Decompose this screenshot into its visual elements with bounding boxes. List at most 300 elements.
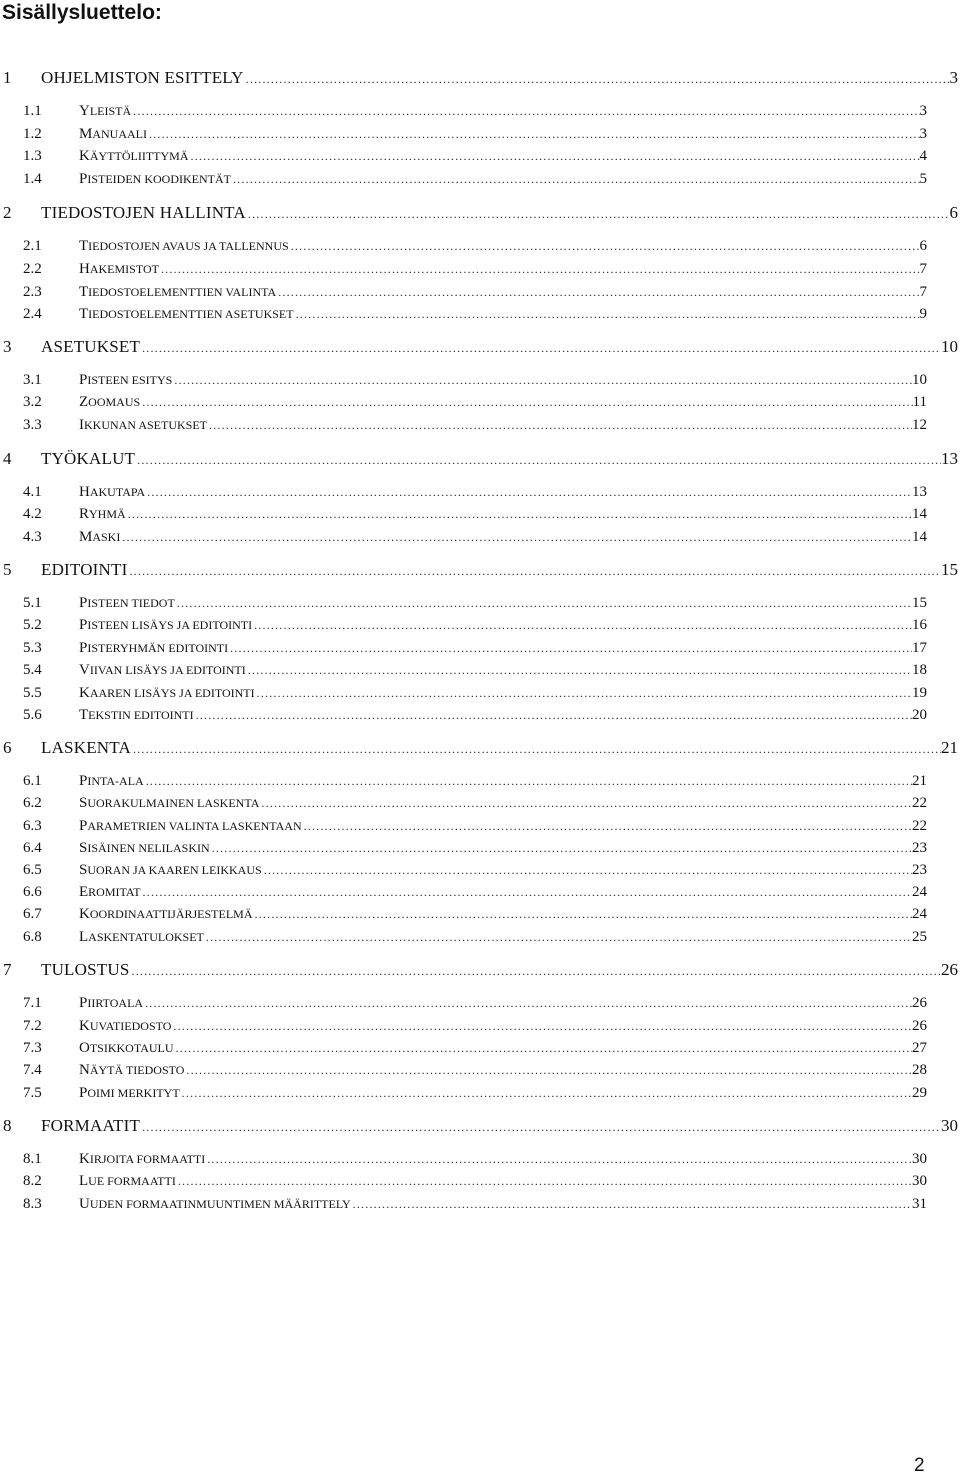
toc-entry-body bbox=[79, 481, 927, 503]
toc-section-entry[interactable] bbox=[0, 1082, 960, 1104]
toc-entry-body bbox=[79, 303, 927, 325]
toc-section-entry[interactable] bbox=[0, 1170, 960, 1192]
toc-entry-page: 24 bbox=[912, 884, 927, 900]
toc-section-entry[interactable] bbox=[0, 123, 960, 145]
toc-label-rest: EKSTIN EDITOINTI bbox=[88, 708, 194, 722]
toc-entry-number: 6.7 bbox=[23, 906, 42, 922]
toc-leader-dots bbox=[174, 1037, 912, 1059]
toc-entry-label bbox=[79, 682, 255, 704]
toc-entry-number: 7.5 bbox=[23, 1085, 42, 1101]
toc-entry-number: 8.3 bbox=[23, 1196, 42, 1212]
toc-entry-body bbox=[79, 1170, 927, 1192]
toc-chapter-entry[interactable] bbox=[0, 959, 960, 981]
toc-entry-label: TIEDOSTOJEN HALLINTA bbox=[41, 203, 246, 222]
toc-entry-page: 30 bbox=[912, 1151, 927, 1167]
toc-label-rest: LEISTÄ bbox=[89, 104, 132, 118]
toc-entry-number: 3.3 bbox=[23, 417, 42, 433]
toc-entry-number: 8 bbox=[3, 1116, 12, 1135]
toc-label-rest: UORAN JA KAAREN LEIKKAUS bbox=[87, 863, 262, 877]
toc-label-initial: T bbox=[79, 238, 89, 254]
toc-leader-dots bbox=[171, 1015, 912, 1037]
toc-entry-label: TULOSTUS bbox=[41, 960, 130, 979]
toc-section-entry[interactable] bbox=[0, 815, 960, 837]
toc-label-initial: V bbox=[79, 662, 90, 678]
toc-section-entry[interactable] bbox=[0, 1015, 960, 1037]
toc-label-rest: ASKI bbox=[92, 530, 121, 544]
toc-label-initial: L bbox=[79, 1173, 89, 1189]
toc-section-entry[interactable] bbox=[0, 926, 960, 948]
toc-leader-dots bbox=[130, 960, 942, 982]
toc-entry-body bbox=[79, 235, 927, 257]
toc-entry-number: 7.1 bbox=[23, 995, 42, 1011]
toc-label-rest: AKEMISTOT bbox=[89, 262, 159, 276]
toc-leader-dots bbox=[205, 1148, 912, 1170]
toc-section-entry[interactable] bbox=[0, 100, 960, 122]
toc-entry-label bbox=[79, 1059, 184, 1081]
toc-label-initial: P bbox=[79, 818, 88, 834]
toc-section-entry[interactable] bbox=[0, 1059, 960, 1081]
toc-entry-number: 2.1 bbox=[23, 238, 42, 254]
toc-leader-dots bbox=[294, 303, 920, 325]
toc-entry-label bbox=[79, 1037, 174, 1059]
toc-entry-label bbox=[79, 815, 302, 837]
toc-entry-page: 13 bbox=[941, 449, 958, 468]
toc-entry-body bbox=[79, 1059, 927, 1081]
toc-label-initial: T bbox=[79, 306, 89, 322]
toc-label-rest: ÄYTTÖLIITTYMÄ bbox=[89, 149, 189, 163]
toc-entry-number: 6.4 bbox=[23, 840, 42, 856]
toc-entry-number: 6.6 bbox=[23, 884, 42, 900]
toc-entry-body bbox=[79, 123, 927, 145]
toc-entry-page: 14 bbox=[912, 506, 927, 522]
toc-entry-page: 26 bbox=[912, 995, 927, 1011]
toc-label-rest: OIMI MERKITYT bbox=[87, 1086, 180, 1100]
toc-section-entry[interactable] bbox=[0, 592, 960, 614]
toc-leader-dots bbox=[180, 1082, 912, 1104]
toc-label-initial: P bbox=[79, 595, 88, 611]
toc-leader-dots bbox=[228, 637, 912, 659]
toc-chapter-entry[interactable] bbox=[0, 559, 960, 581]
toc-entry-label bbox=[79, 881, 141, 903]
toc-entry-page: 30 bbox=[912, 1173, 927, 1189]
toc-entry-number: 5.4 bbox=[23, 662, 42, 678]
toc-section-entry[interactable] bbox=[0, 369, 960, 391]
toc-entry-number: 4.2 bbox=[23, 506, 42, 522]
toc-entry-body bbox=[79, 1193, 927, 1215]
toc-entry-number: 5.2 bbox=[23, 617, 42, 633]
toc-label-initial: S bbox=[79, 840, 88, 856]
toc-section-entry[interactable] bbox=[0, 145, 960, 167]
toc-entry-page: 3 bbox=[949, 68, 958, 87]
toc-entry-label bbox=[79, 903, 253, 925]
toc-section-entry[interactable] bbox=[0, 481, 960, 503]
toc-entry-page: 26 bbox=[941, 960, 958, 979]
toc-label-initial: L bbox=[79, 929, 89, 945]
toc-entry-label bbox=[79, 235, 289, 257]
toc-label-rest: ISTEEN TIEDOT bbox=[87, 596, 175, 610]
toc-entry-number: 3.2 bbox=[23, 394, 42, 410]
toc-entry-label bbox=[79, 100, 131, 122]
toc-label-rest: TSIKKOTAULU bbox=[89, 1041, 174, 1055]
toc-label-rest: INTA-ALA bbox=[87, 774, 144, 788]
toc-leader-dots bbox=[172, 369, 912, 391]
toc-chapter-entry[interactable] bbox=[0, 1115, 960, 1137]
toc-label-rest: ISTEEN ESITYS bbox=[87, 373, 173, 387]
toc-entry-number: 1.1 bbox=[23, 103, 42, 119]
toc-entry-label: OHJELMISTON ESITTELY bbox=[41, 68, 244, 87]
toc-section-entry[interactable] bbox=[0, 859, 960, 881]
toc-entry-number: 4.1 bbox=[23, 484, 42, 500]
toc-label-initial: M bbox=[79, 126, 93, 142]
toc-entry-page: 28 bbox=[912, 1062, 927, 1078]
toc-entry-page: 7 bbox=[919, 284, 927, 300]
toc-entry-number: 5.5 bbox=[23, 685, 42, 701]
toc-entry-body bbox=[79, 992, 927, 1014]
toc-entry-number: 1.2 bbox=[23, 126, 42, 142]
toc-entry-label bbox=[79, 592, 175, 614]
toc-section-entry[interactable] bbox=[0, 414, 960, 436]
toc-chapter-entry[interactable] bbox=[0, 448, 960, 470]
toc-entry-page: 3 bbox=[919, 126, 927, 142]
toc-section-entry[interactable] bbox=[0, 303, 960, 325]
toc-entry-number: 2.2 bbox=[23, 261, 42, 277]
toc-section-entry[interactable] bbox=[0, 1193, 960, 1215]
toc-entry-number: 7.4 bbox=[23, 1062, 42, 1078]
toc-entry-page: 6 bbox=[919, 238, 927, 254]
toc-chapter-entry[interactable] bbox=[0, 336, 960, 358]
toc-leader-dots bbox=[262, 859, 912, 881]
toc-leader-dots bbox=[175, 592, 912, 614]
toc-leader-dots bbox=[189, 145, 920, 167]
toc-entry-label bbox=[79, 992, 143, 1014]
toc-entry-label bbox=[79, 792, 259, 814]
toc-leader-dots bbox=[176, 1170, 912, 1192]
toc-leader-dots bbox=[246, 203, 950, 225]
toc-entry-page: 31 bbox=[912, 1196, 927, 1212]
toc-entry-page: 21 bbox=[912, 773, 927, 789]
toc-section-entry[interactable] bbox=[0, 1148, 960, 1170]
toc-leader-dots bbox=[145, 481, 912, 503]
toc-section-entry[interactable] bbox=[0, 258, 960, 280]
toc-section-entry[interactable] bbox=[0, 281, 960, 303]
toc-entry-number: 6.1 bbox=[23, 773, 42, 789]
toc-leader-dots bbox=[143, 992, 912, 1014]
page-title: Sisällysluettelo: bbox=[2, 1, 162, 24]
toc-entry-body bbox=[79, 682, 927, 704]
toc-section-entry[interactable] bbox=[0, 659, 960, 681]
toc-leader-dots bbox=[204, 926, 912, 948]
toc-label-initial: P bbox=[79, 995, 88, 1011]
toc-label-rest: OORDINAATTIJÄRJESTELMÄ bbox=[89, 907, 253, 921]
toc-entry-body bbox=[79, 859, 927, 881]
toc-label-rest: IEDOSTOELEMENTTIEN VALINTA bbox=[88, 285, 277, 299]
toc-leader-dots bbox=[126, 503, 912, 525]
toc-entry-label: LASKENTA bbox=[41, 738, 131, 757]
toc-leader-dots bbox=[135, 449, 941, 471]
toc-label-rest: ANUAALI bbox=[92, 127, 147, 141]
toc-leader-dots bbox=[244, 68, 950, 90]
toc-leader-dots bbox=[140, 391, 912, 413]
toc-entry-number: 4 bbox=[3, 449, 12, 468]
toc-entry-label bbox=[79, 1148, 205, 1170]
toc-entry-label bbox=[79, 123, 147, 145]
toc-entry-page: 16 bbox=[912, 617, 927, 633]
toc-leader-dots bbox=[252, 614, 912, 636]
toc-label-rest: IEDOSTOELEMENTTIEN ASETUKSET bbox=[88, 307, 294, 321]
toc-entry-page: 27 bbox=[912, 1040, 927, 1056]
toc-label-rest: UORAKULMAINEN LASKENTA bbox=[87, 796, 260, 810]
toc-leader-dots bbox=[231, 168, 920, 190]
toc-entry-label bbox=[79, 1015, 171, 1037]
toc-entry-body bbox=[79, 503, 927, 525]
toc-entry-page: 21 bbox=[941, 738, 958, 757]
toc-section-entry[interactable] bbox=[0, 903, 960, 925]
toc-entry-page: 19 bbox=[912, 685, 927, 701]
toc-leader-dots bbox=[255, 682, 912, 704]
toc-entry-number: 3.1 bbox=[23, 372, 42, 388]
toc-entry-page: 15 bbox=[941, 560, 958, 579]
toc-entry-number: 6.8 bbox=[23, 929, 42, 945]
toc-entry-body bbox=[79, 637, 927, 659]
toc-label-initial: K bbox=[79, 1018, 90, 1034]
toc-section-entry[interactable] bbox=[0, 503, 960, 525]
toc-entry-page: 25 bbox=[912, 929, 927, 945]
toc-entry-number: 2 bbox=[3, 203, 12, 222]
toc-entry-label: TYÖKALUT bbox=[41, 449, 136, 468]
toc-entry-page: 6 bbox=[949, 203, 958, 222]
toc-entry-label bbox=[79, 926, 204, 948]
toc-entry-body bbox=[79, 1148, 927, 1170]
toc-label-initial: O bbox=[79, 1040, 90, 1056]
toc-entry-number: 6 bbox=[3, 738, 12, 757]
toc-entry-body bbox=[79, 281, 927, 303]
toc-label-rest: UDEN FORMAATINMUUNTIMEN MÄÄRITTELY bbox=[89, 1197, 351, 1211]
toc-entry-number: 6.5 bbox=[23, 862, 42, 878]
toc-entry-number: 7 bbox=[3, 960, 12, 979]
toc-label-rest: UE FORMAATTI bbox=[88, 1174, 176, 1188]
toc-label-initial: E bbox=[79, 884, 89, 900]
toc-label-initial: P bbox=[79, 773, 88, 789]
toc-entry-page: 14 bbox=[912, 529, 927, 545]
toc-entry-body bbox=[79, 1015, 927, 1037]
toc-entry-number: 1.4 bbox=[23, 171, 42, 187]
toc-leader-dots bbox=[351, 1193, 912, 1215]
toc-entry-number: 7.2 bbox=[23, 1018, 42, 1034]
toc-section-entry[interactable] bbox=[0, 881, 960, 903]
toc-entry-label bbox=[79, 168, 231, 190]
toc-entry-body bbox=[41, 67, 958, 90]
toc-entry-label bbox=[79, 369, 172, 391]
toc-entry-page: 10 bbox=[941, 337, 958, 356]
toc-entry-number: 1 bbox=[3, 68, 12, 87]
toc-label-rest: ISTEEN LISÄYS JA EDITOINTI bbox=[87, 618, 253, 632]
toc-entry-page: 13 bbox=[912, 484, 927, 500]
toc-chapter-entry[interactable] bbox=[0, 202, 960, 224]
toc-leader-dots bbox=[210, 837, 912, 859]
toc-entry-page: 22 bbox=[912, 795, 927, 811]
toc-label-rest: OOMAUS bbox=[88, 395, 141, 409]
toc-entry-label bbox=[79, 637, 228, 659]
toc-entry-label bbox=[79, 391, 140, 413]
toc-entry-number: 6.2 bbox=[23, 795, 42, 811]
toc-label-initial: K bbox=[79, 1151, 90, 1167]
toc-entry-page: 10 bbox=[912, 372, 927, 388]
toc-label-rest: IIVAN LISÄYS JA EDITOINTI bbox=[89, 663, 246, 677]
toc-label-rest: ROMITAT bbox=[88, 885, 141, 899]
toc-entry-page: 9 bbox=[919, 306, 927, 322]
toc-leader-dots bbox=[302, 815, 912, 837]
toc-entry-body bbox=[41, 959, 958, 982]
toc-label-initial: K bbox=[79, 906, 90, 922]
toc-entry-label bbox=[79, 258, 159, 280]
toc-entry-number: 5 bbox=[3, 560, 12, 579]
toc-section-entry[interactable] bbox=[0, 526, 960, 548]
toc-label-rest: IRJOITA FORMAATTI bbox=[89, 1152, 206, 1166]
toc-entry-page: 17 bbox=[912, 640, 927, 656]
toc-entry-body bbox=[41, 202, 958, 225]
toc-leader-dots bbox=[207, 414, 912, 436]
toc-entry-body bbox=[79, 770, 927, 792]
toc-label-rest: AAREN LISÄYS JA EDITOINTI bbox=[89, 686, 255, 700]
toc-entry-page: 30 bbox=[941, 1116, 958, 1135]
toc-entry-body bbox=[79, 704, 927, 726]
toc-label-rest: AKUTAPA bbox=[89, 485, 146, 499]
toc-entry-number: 8.2 bbox=[23, 1173, 42, 1189]
toc-entry-label bbox=[79, 837, 210, 859]
toc-label-initial: R bbox=[79, 506, 90, 522]
toc-entry-body bbox=[79, 168, 927, 190]
toc-section-entry[interactable] bbox=[0, 637, 960, 659]
toc-entry-page: 4 bbox=[919, 148, 927, 164]
toc-entry-body bbox=[79, 926, 927, 948]
toc-section-entry[interactable] bbox=[0, 168, 960, 190]
toc-leader-dots bbox=[253, 903, 912, 925]
toc-entry-label bbox=[79, 659, 246, 681]
toc-entry-number: 5.3 bbox=[23, 640, 42, 656]
toc-entry-body bbox=[79, 145, 927, 167]
toc-entry-page: 26 bbox=[912, 1018, 927, 1034]
toc-section-entry[interactable] bbox=[0, 792, 960, 814]
toc-entry-label bbox=[79, 1170, 176, 1192]
toc-section-entry[interactable] bbox=[0, 837, 960, 859]
toc-entry-body bbox=[79, 414, 927, 436]
toc-entry-body bbox=[79, 391, 927, 413]
toc-entry-number: 6.3 bbox=[23, 818, 42, 834]
toc-entry-label bbox=[79, 1193, 351, 1215]
toc-entry-number: 5.6 bbox=[23, 707, 42, 723]
toc-entry-page: 7 bbox=[919, 261, 927, 277]
toc-entry-label bbox=[79, 859, 262, 881]
page-number: 2 bbox=[914, 1455, 925, 1476]
toc-entry-page: 29 bbox=[912, 1085, 927, 1101]
toc-entry-body bbox=[41, 559, 958, 582]
toc-label-rest: ARAMETRIEN VALINTA LASKENTAAN bbox=[87, 819, 302, 833]
toc-leader-dots bbox=[131, 738, 941, 760]
toc-entry-page: 23 bbox=[912, 862, 927, 878]
toc-label-initial: K bbox=[79, 148, 90, 164]
toc-label-initial: I bbox=[79, 417, 84, 433]
toc-section-entry[interactable] bbox=[0, 770, 960, 792]
toc-entry-body bbox=[79, 792, 927, 814]
toc-entry-label bbox=[79, 614, 252, 636]
toc-entry-body bbox=[79, 526, 927, 548]
toc-leader-dots bbox=[127, 560, 941, 582]
toc-leader-dots bbox=[141, 881, 912, 903]
toc-leader-dots bbox=[131, 100, 919, 122]
toc-leader-dots bbox=[120, 526, 912, 548]
toc-leader-dots bbox=[246, 659, 912, 681]
toc-entry-page: 5 bbox=[919, 171, 927, 187]
toc-label-initial: K bbox=[79, 685, 90, 701]
toc-chapter-entry[interactable] bbox=[0, 737, 960, 759]
toc-entry-page: 20 bbox=[912, 707, 927, 723]
toc-label-rest: ISTEIDEN KOODIKENTÄT bbox=[87, 172, 231, 186]
toc-label-rest: IIRTOALA bbox=[87, 996, 144, 1010]
toc-leader-dots bbox=[147, 123, 920, 145]
toc-section-entry[interactable] bbox=[0, 614, 960, 636]
toc-section-entry[interactable] bbox=[0, 1037, 960, 1059]
toc-section-entry[interactable] bbox=[0, 391, 960, 413]
toc-entry-body bbox=[41, 737, 958, 760]
toc-entry-body bbox=[79, 592, 927, 614]
toc-label-initial: P bbox=[79, 617, 88, 633]
toc-entry-body bbox=[41, 1115, 958, 1138]
toc-label-rest: ISTERYHMÄN EDITOINTI bbox=[87, 641, 229, 655]
toc-label-initial: Z bbox=[79, 394, 89, 410]
toc-entry-body bbox=[79, 1037, 927, 1059]
toc-label-rest: UVATIEDOSTO bbox=[89, 1019, 172, 1033]
toc-entry-number: 1.3 bbox=[23, 148, 42, 164]
toc-entry-page: 12 bbox=[912, 417, 927, 433]
toc-entry-number: 2.4 bbox=[23, 306, 42, 322]
toc-entry-label bbox=[79, 303, 294, 325]
toc-entry-label bbox=[79, 414, 207, 436]
toc-entry-body bbox=[79, 881, 927, 903]
toc-entry-page: 3 bbox=[919, 103, 927, 119]
toc-label-rest: ÄYTÄ TIEDOSTO bbox=[89, 1063, 185, 1077]
toc-entry-page: 15 bbox=[912, 595, 927, 611]
toc-entry-body bbox=[79, 369, 927, 391]
toc-entry-number: 4.3 bbox=[23, 529, 42, 545]
toc-section-entry[interactable] bbox=[0, 235, 960, 257]
toc-leader-dots bbox=[194, 704, 912, 726]
toc-label-initial: S bbox=[79, 862, 88, 878]
toc-label-initial: N bbox=[79, 1062, 90, 1078]
toc-chapter-entry[interactable] bbox=[0, 67, 960, 89]
toc-label-initial: P bbox=[79, 1085, 88, 1101]
toc-leader-dots bbox=[159, 258, 920, 280]
toc-entry-label bbox=[79, 1082, 180, 1104]
toc-entry-page: 11 bbox=[912, 394, 927, 410]
toc-entry-page: 22 bbox=[912, 818, 927, 834]
toc-entry-number: 2.3 bbox=[23, 284, 42, 300]
toc-section-entry[interactable] bbox=[0, 704, 960, 726]
toc-entry-label bbox=[79, 770, 144, 792]
toc-leader-dots bbox=[289, 235, 920, 257]
toc-section-entry[interactable] bbox=[0, 682, 960, 704]
toc-entry-body bbox=[79, 837, 927, 859]
toc-entry-body bbox=[41, 448, 958, 471]
toc-label-initial: P bbox=[79, 640, 88, 656]
toc-section-entry[interactable] bbox=[0, 992, 960, 1014]
toc-entry-label bbox=[79, 481, 145, 503]
toc-entry-page: 18 bbox=[912, 662, 927, 678]
toc-leader-dots bbox=[184, 1059, 912, 1081]
toc-entry-label: ASETUKSET bbox=[41, 337, 141, 356]
toc-label-initial: T bbox=[79, 284, 89, 300]
toc-entry-label: EDITOINTI bbox=[41, 560, 128, 579]
toc-label-rest: ASKENTATULOKSET bbox=[88, 930, 204, 944]
